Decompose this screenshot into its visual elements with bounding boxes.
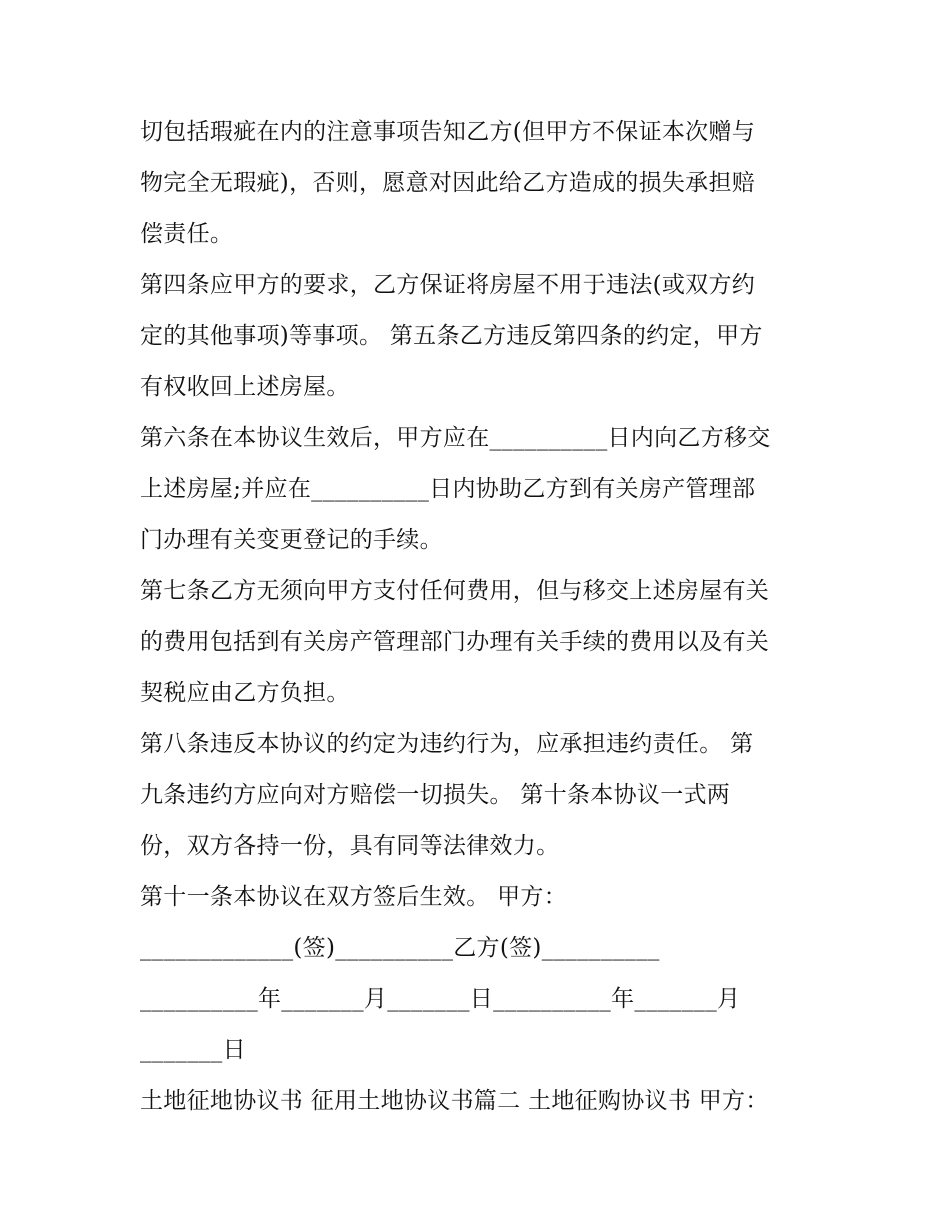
text-line: 有权收回上述房屋。	[140, 374, 350, 400]
signature-line: _____________(签)__________乙方(签)__________	[140, 935, 660, 961]
text-line: 上述房屋;并应在__________日内协助乙方到有关房产管理部	[140, 476, 756, 502]
date-line: __________年_______月_______日__________年_______月	[140, 986, 741, 1012]
text-line: 定的其他事项)等事项。 第五条乙方违反第四条的约定，甲方	[140, 323, 763, 349]
text-line: 偿责任。	[140, 221, 234, 247]
text-line: 门办理有关变更登记的手续。	[140, 527, 443, 553]
text-line: 份，双方各持一份，具有同等法律效力。	[140, 833, 560, 859]
text-line: 物完全无瑕疵)，否则，愿意对因此给乙方造成的损失承担赔	[140, 170, 756, 196]
text-line: 的费用包括到有关房产管理部门办理有关手续的费用以及有关	[140, 629, 770, 655]
text-line: 契税应由乙方负担。	[140, 680, 350, 706]
text-line: 第四条应甲方的要求，乙方保证将房屋不用于违法(或双方约	[140, 272, 756, 298]
text-line: 第八条违反本协议的约定为违约行为，应承担违约责任。 第	[140, 731, 754, 757]
text-line: 土地征地协议书 征用土地协议书篇二 土地征购协议书 甲方：	[140, 1088, 769, 1114]
text-line: 第七条乙方无须向甲方支付任何费用，但与移交上述房屋有关	[140, 578, 770, 604]
date-line: _______日	[140, 1037, 246, 1063]
text-line: 切包括瑕疵在内的注意事项告知乙方(但甲方不保证本次赠与	[140, 119, 756, 145]
document-body	[140, 107, 830, 1127]
text-line: 第十一条本协议在双方签后生效。 甲方：	[140, 884, 568, 910]
text-line: 九条违约方应向对方赔偿一切损失。 第十条本协议一式两	[140, 782, 731, 808]
text-line: 第六条在本协议生效后，甲方应在__________日内向乙方移交	[140, 425, 771, 451]
